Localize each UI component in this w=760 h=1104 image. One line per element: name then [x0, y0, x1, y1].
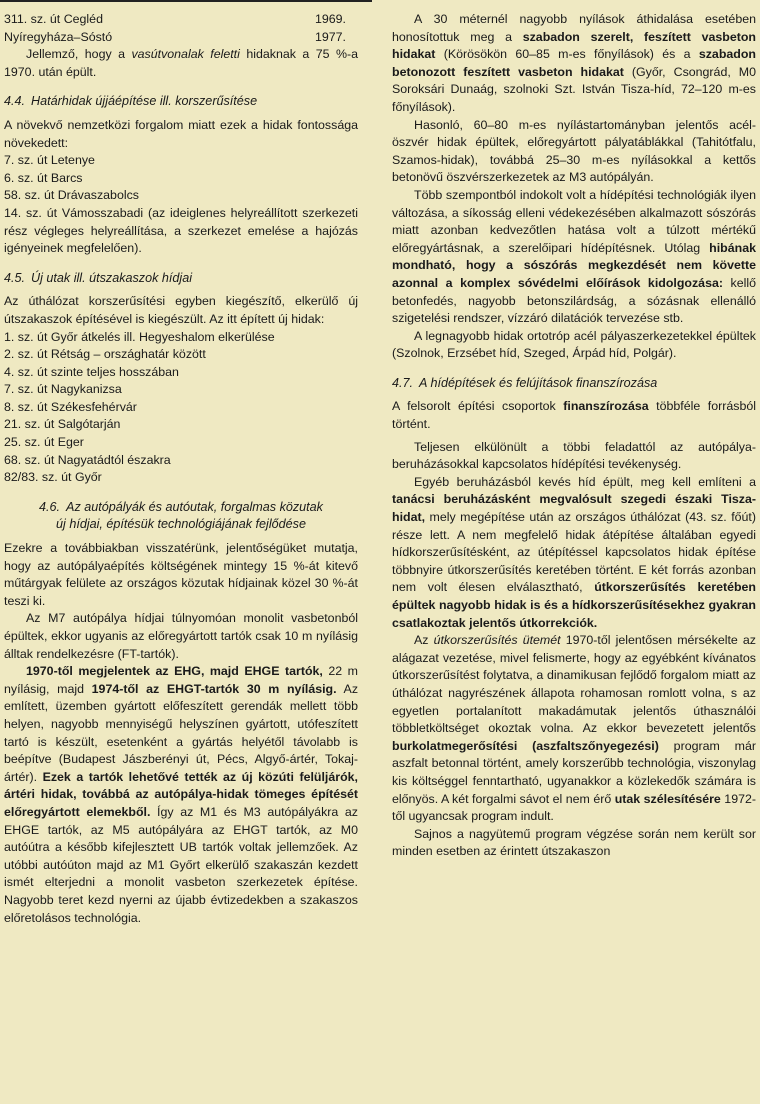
list-item: 14. sz. út Vámosszabadi (az ideiglenes helyreállított szerkezeti rész végleges helyreállítása, a szerkezet emelése a hajózás igényeinek megfelelően). [4, 205, 358, 256]
list-item: 21. sz. út Salgótarján [4, 417, 121, 432]
list-item: 2. sz. út Rétság – országhatár között [4, 347, 206, 362]
year: 1977. [314, 29, 346, 44]
list-item: 58. sz. út Drávaszabolcs [4, 188, 139, 203]
section-heading-4-6: 4.6. Az autópályák és autóutak, forgalmas közutak új hídjai, építésük technológiájának fejlődése [39, 499, 323, 532]
left-column [4, 0, 358, 927]
paragraph: Az M7 autópálya hídjai túlnyomóan monolit vasbetonból épültek, ekkor ugyanis az előregyártott tartók csak 10 m nyílásig álltak rendelkezésre (FT-tartók). [4, 611, 358, 661]
section-heading-4-4: 4.4. Határhidak újjáépítése ill. korszerűsítése [4, 94, 258, 109]
list-item: 1. sz. út Győr átkelés ill. Hegyeshalom elkerülése [4, 329, 275, 344]
intro-paragraph: Jellemző, hogy a vasútvonalak feletti hidaknak a 75 %-a 1970. után épült. [4, 47, 359, 79]
paragraph: Egyéb beruházásból kevés híd épült, meg kell említeni a tanácsi beruházásként megvalósult szegedi északi Tisza-hidat, mely megépítése után az országos úthálózat (43. sz. főút) része lett. A nem megfelelő hidak átépítése általában egyedi hídkorszerűsítésként, az útépítéssel kapcsolatos hidak építése többnyire útkorszerűsítés keretében történt. E két forrás azonban nem volt élesen elválasztható, útkorszerűsítés keretében épültek nagyobb hidak is és a hídkorszerűsítésekhez gyakran csatlakoztak jelentős útkorrekciók. [392, 474, 757, 630]
right-column [392, 0, 756, 861]
list-item [4, 11, 358, 29]
list-item: 6. sz. út Barcs [4, 170, 83, 185]
paragraph: Az úthálózat korszerűsítési egyben kiegészítő, elkerülő új útszakaszok építésével is kiegészült. Az itt épített új hidak: [4, 294, 358, 326]
year: 1969. [314, 12, 346, 26]
section-heading-4-7: 4.7. A hídépítések és felújítások finanszírozása [392, 375, 658, 390]
road-label: Nyíregyháza–Sóstó [4, 29, 113, 44]
paragraph: Több szempontból indokolt volt a hídépítési technológiák ilyen változása, a síkosság elleni védekezésében alkalmazott sószórás miatt azonban kedvezőtlen hatása volt a túlzott mértékű előregyártásnak, a szerelőipari hídépítésnek. Utólag hibának mondható, hogy a sószórás megkezdését nem követte azonnal a komplex sóvédelmi előírások kidolgozása: kellő betonfedés, nagyobb betonszilárdság, a sózásnak ellenálló szigetelési rendszer, vízzáró dilatációk tervezése stb. [392, 187, 756, 326]
section-heading-4-5: 4.5. Új utak ill. útszakaszok hídjai [4, 270, 193, 285]
list-item: 7. sz. út Nagykanizsa [4, 382, 122, 397]
paragraph: Teljesen elkülönült a többi feladattól az autópálya-beruházásokkal kapcsolatos hídépítési tevékenység. [392, 439, 756, 472]
paragraph: Sajnos a nagyütemű program végzése során nem került sor minden esetben az érintett útszakaszon [392, 826, 756, 859]
paragraph: A növekvő nemzetközi forgalom miatt ezek a hidak fontossága növekedett: [4, 117, 358, 150]
paragraph: A felsorolt építési csoportok finanszírozása többféle forrásból történt. [392, 399, 756, 432]
list-item: 4. sz. út szinte teljes hosszában [4, 364, 179, 379]
paragraph: Az útkorszerűsítés ütemét 1970-től jelentősen mérsékelte az alágazat vezetése, mivel felismerte, hogy az egyébként kívánatos útkorszerűsítést folytatva, a dinamikusan fejlődő forgalom miatt az úthálózat nagyrészének állapota rohamosan romlott volna, s az egyetlen portalanított makadámutak jelentős úthasználói többletköltséget okoztak volna. Az ekkor bevezetett jelentős burkolatmegerősítési (aszfaltszőnyegezési) program már aszfalt betonnal történt, amely korszerűbb technológia, viszonylag kis költséggel fenntartható, ugyanakkor a közlekedők számára is előnyös. A két forgalmi sávot el nem érő utak szélesítésére 1972-től ugyancsak program indult. [392, 633, 756, 824]
list-item: 82/83. sz. út Győr [4, 470, 102, 485]
road-label: 311. sz. út Cegléd [4, 12, 103, 26]
paragraph: Ezekre a továbbiakban visszatérünk, jelentőségüket mutatja, hogy az autópályaépítés költségének mintegy 15 %-át kitevő műtárgyak felülete az országos közutak hídjainak közel 30 %-át teszi ki. [4, 541, 358, 608]
list-item: 8. sz. út Székesfehérvár [4, 399, 137, 414]
list-item: 68. sz. út Nagyatádtól északra [4, 452, 171, 467]
list-item [4, 29, 358, 47]
paragraph: Hasonló, 60–80 m-es nyílástartományban jelentős acél-öszvér hidak épültek, előregyártott pályatáblákkal (Tahitótfalu, Szamos-hidak), továbbá 25–30 m-es nyílásokkal a kettős betonövű öszvérszerkezetek az M3 autópályán. [392, 117, 756, 185]
paragraph: A 30 méternél nagyobb nyílások áthidalása esetében honosítottuk meg a szabadon szerelt, feszített vasbeton hidakat (Körösökön 60–85 m-es főnyílások) és a szabadon betonozott feszített vasbeton hidakat (Győr, Csongrád, M0 Soroksári Dunaág, szolnoki Szt. István Tisza-híd, 72–120 m-es főnyílások). [392, 12, 756, 114]
paragraph: 1970-től megjelentek az EHG, majd EHGE tartók, 22 m nyílásig, majd 1974-től az EHGT-tartók 30 m nyílásig. Az említett, üzemben gyártott előfeszített gerendák mellett több helyen, nagyobb mennyiségű helyszínen gyártott, utófeszített tartó is készült, esetenként a gyártás helyétől távolabb is beépítve (Budapest Jászberényi út, Pécs, Algyő-ártér, Tokaj-ártér). Ezek a tartók lehetővé tették az új közúti felüljárók, ártéri hidak, továbbá az autópálya-hidak tömeges építését előregyártott elemekből. Így az M1 és M3 autópályákra az EHGE tartók, az M5 autópályára az EHGT tartók, az M0 autóútra a később kifejlesztett UB tartók voltak jellemzőek. Az utóbbi autóúton majd az M1 Győrt elkerülő szakaszán kezdett ismét elterjedni a monolit vasbeton szerkezetek építése. Nagyobb teret kezd nyerni az újabb évtizedekben a szakaszos előretolásos technológia. [4, 664, 359, 925]
paragraph: A legnagyobb hidak ortotróp acél pályaszerkezetekkel épültek (Szolnok, Erzsébet híd, Szeged, Árpád híd, Polgár). [392, 328, 756, 361]
list-item: 7. sz. út Letenye [4, 153, 95, 168]
list-item: 25. sz. út Eger [4, 435, 84, 450]
